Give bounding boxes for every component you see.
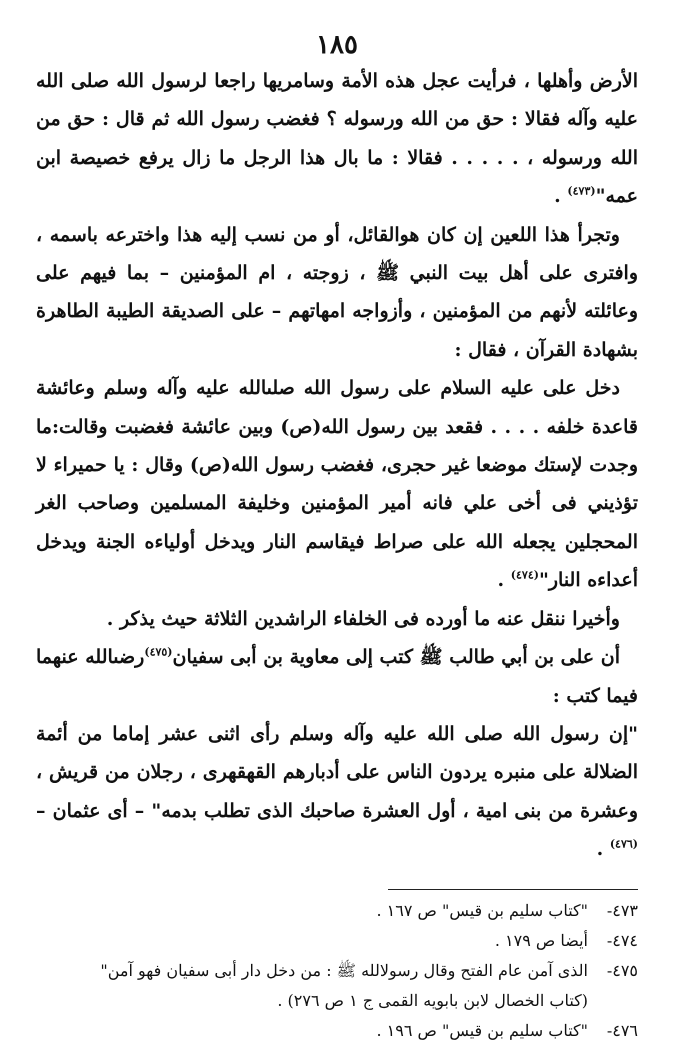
footnote-text: أيضا ص ١٧٩ . <box>494 930 588 950</box>
footnote-ref: (٤٧٦) <box>609 837 638 851</box>
footnote-text: "كتاب سليم بن قيس" ص ١٩٦ . <box>376 1020 588 1040</box>
footnote-number: ٤٧٣- <box>606 900 638 920</box>
text-line: عثمان – <box>36 799 101 822</box>
footnote-number: ٤٧٥- <box>606 960 638 980</box>
text-line: وتجرأ هذا اللعين إن كان هوالقائل، أو من نسب إليه هذا واخترعه باسمه ، <box>36 223 620 246</box>
text-line: خلفه . . . . فقعد بين رسول الله(ص) وبين عائشة فغضبت وقالت:ما وجدت <box>36 415 638 477</box>
text-line: وافترى على أهل بيت النبي ﷺ ، زوجته ، ام المؤمنين – بما فيهم على وعائلته <box>36 262 639 323</box>
footnote-number: ٤٧٦- <box>606 1020 638 1040</box>
footnotes <box>36 896 638 1046</box>
text-line: على صراط فيقاسم النار ويدخل أولياءه الجنة ويدخل أعداءه النار" <box>36 530 638 592</box>
paragraph-3 <box>36 369 638 599</box>
footnote-475 <box>36 956 638 986</box>
text-line: الضلالة على منبره يردون الناس على أدبارهم القهقهرى ، رجلان من قريش ، <box>36 761 638 784</box>
paragraph-5 <box>36 638 638 715</box>
paragraph-4 <box>36 600 638 638</box>
body-text <box>36 62 638 869</box>
text-line: القرآن ، فقال : <box>454 338 577 361</box>
footnote-473 <box>36 896 638 926</box>
text-line: من الله ورسوله ، . . . . . فقالا : ما بال هذا الرجل ما زال يرفع خصيصة <box>36 108 638 169</box>
text-line: عليه وآله فقالا : حق من الله ورسوله ؟ فغضب رسول الله ثم قال : حق <box>67 108 638 131</box>
page-number: ١٨٥ <box>316 30 358 60</box>
text-line: ابن عمه" <box>36 146 638 208</box>
footnote-text: الذى آمن عام الفتح وقال رسولالله ﷺ : من دخل دار أبى سفيان فهو آمن" <box>100 960 588 980</box>
text-line: "إن رسول الله صلى الله عليه وآله وسلم رأى اثنى عشر إماما من أئمة <box>36 722 638 745</box>
paragraph-6 <box>36 715 638 869</box>
text-line: لإستك موضعا غير حجرى، فغضب رسول الله(ص) وقال : يا حميراء لا تؤذيني <box>36 454 638 515</box>
footnote-text: "كتاب سليم بن قيس" ص ١٦٧ . <box>376 900 588 920</box>
text-line: أن على بن أبي طالب ﷺ كتب إلى معاوية بن أبى سفيان <box>172 646 620 669</box>
text-line: لأنهم من المؤمنين ، وأزواجه امهاتهم – على الصديقة الطيبة الطاهرة بشهادة <box>36 300 638 361</box>
text-line: الأرض وأهلها ، فرأيت عجل هذه الأمة وسامريها راجعا لرسول الله صلى الله <box>36 70 638 92</box>
footnote-number: ٤٧٤- <box>606 930 638 950</box>
footnote-ref: (٤٧٣) <box>567 184 596 198</box>
text-line: دخل على عليه السلام على رسول الله صلىالله عليه وآله وسلم وعائشة قاعدة <box>36 377 638 438</box>
text-line: وعشرة من بنى امية ، أول العشرة صاحبك الذى تطلب بدمه" – أى <box>107 799 638 822</box>
footnote-475-continued: (كتاب الخصال لابن بابويه القمى ج ١ ص ٢٧٦) . <box>277 990 588 1010</box>
paragraph-2 <box>36 216 638 370</box>
footnote-ref: (٤٧٥) <box>144 645 173 659</box>
paragraph-1 <box>36 62 638 216</box>
footnote-474 <box>36 926 638 956</box>
text-tail: . <box>554 185 568 208</box>
footnote-ref: (٤٧٤) <box>510 568 539 582</box>
text-tail: . <box>497 569 511 592</box>
text-line: وأخيرا ننقل عنه ما أورده فى الخلفاء الراشدين الثلاثة حيث يذكر . <box>106 607 620 630</box>
text-line: فى أخى علي فانه أمير المؤمنين وخليفة المسلمين وصاحب الغر المحجلين يجعله الله <box>36 492 638 553</box>
footnote-divider <box>388 889 638 890</box>
text-tail: رضىالله عنهما <box>36 646 145 669</box>
text-line: فيما كتب : <box>552 684 638 707</box>
footnote-476 <box>36 1016 638 1046</box>
text-tail: . <box>596 838 610 861</box>
